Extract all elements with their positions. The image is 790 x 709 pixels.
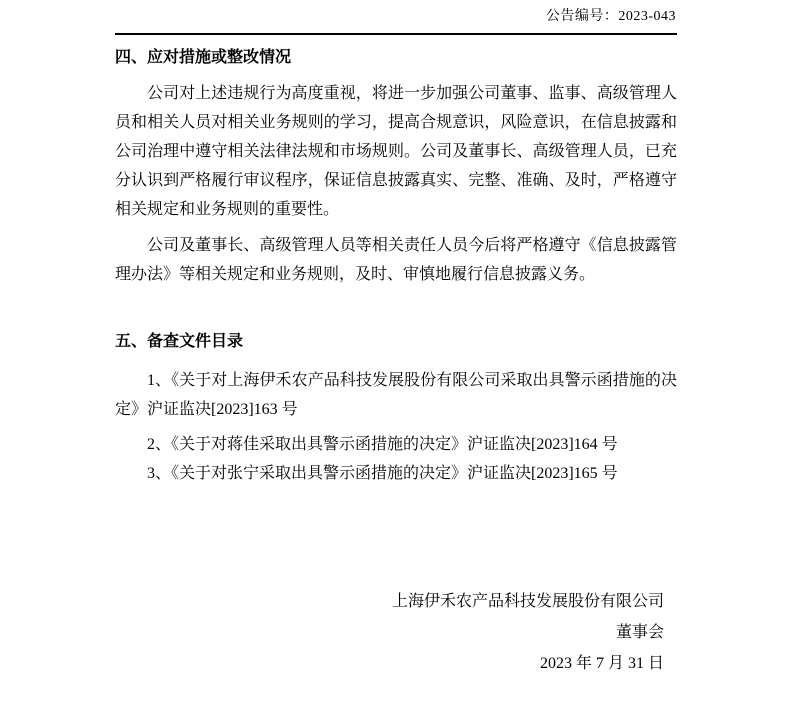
document-body	[115, 47, 677, 679]
section4-paragraph-1: 公司对上述违规行为高度重视，将进一步加强公司董事、监事、高级管理人员和相关人员对相关业务规则的学习，提高合规意识，风险意识，在信息披露和公司治理中遵守相关法律法规和市场规则。公司及董事长、高级管理人员，已充分认识到严格履行审议程序，保证信息披露真实、完整、准确、及时，严格遵守相关规定和业务规则的重要性。	[115, 85, 677, 218]
signature-board: 董事会	[615, 624, 664, 641]
list-item: 3、《关于对张宁采取出具警示函措施的决定》沪证监决[2023]165 号	[147, 465, 618, 482]
announcement-number: 公告编号：2023-043	[545, 9, 676, 24]
list-item: 1、《关于对上海伊禾农产品科技发展股份有限公司采取出具警示函措施的决定》沪证监决[2023]163 号	[115, 372, 677, 418]
section4-paragraph-2: 公司及董事长、高级管理人员等相关责任人员今后将严格遵守《信息披露管理办法》等相关规定和业务规则，及时、审慎地履行信息披露义务。	[115, 237, 677, 283]
signature-company-name: 上海伊禾农产品科技发展股份有限公司	[391, 593, 664, 610]
signature-block	[115, 586, 677, 679]
list-item: 2、《关于对蒋佳采取出具警示函措施的决定》沪证监决[2023]164 号	[147, 436, 618, 453]
section4-heading: 四、应对措施或整改情况	[115, 49, 292, 66]
header-divider-line	[115, 33, 677, 35]
signature-date: 2023 年 7 月 31 日	[539, 655, 664, 672]
reference-document-list	[115, 366, 677, 488]
section5-heading: 五、备查文件目录	[115, 333, 244, 350]
